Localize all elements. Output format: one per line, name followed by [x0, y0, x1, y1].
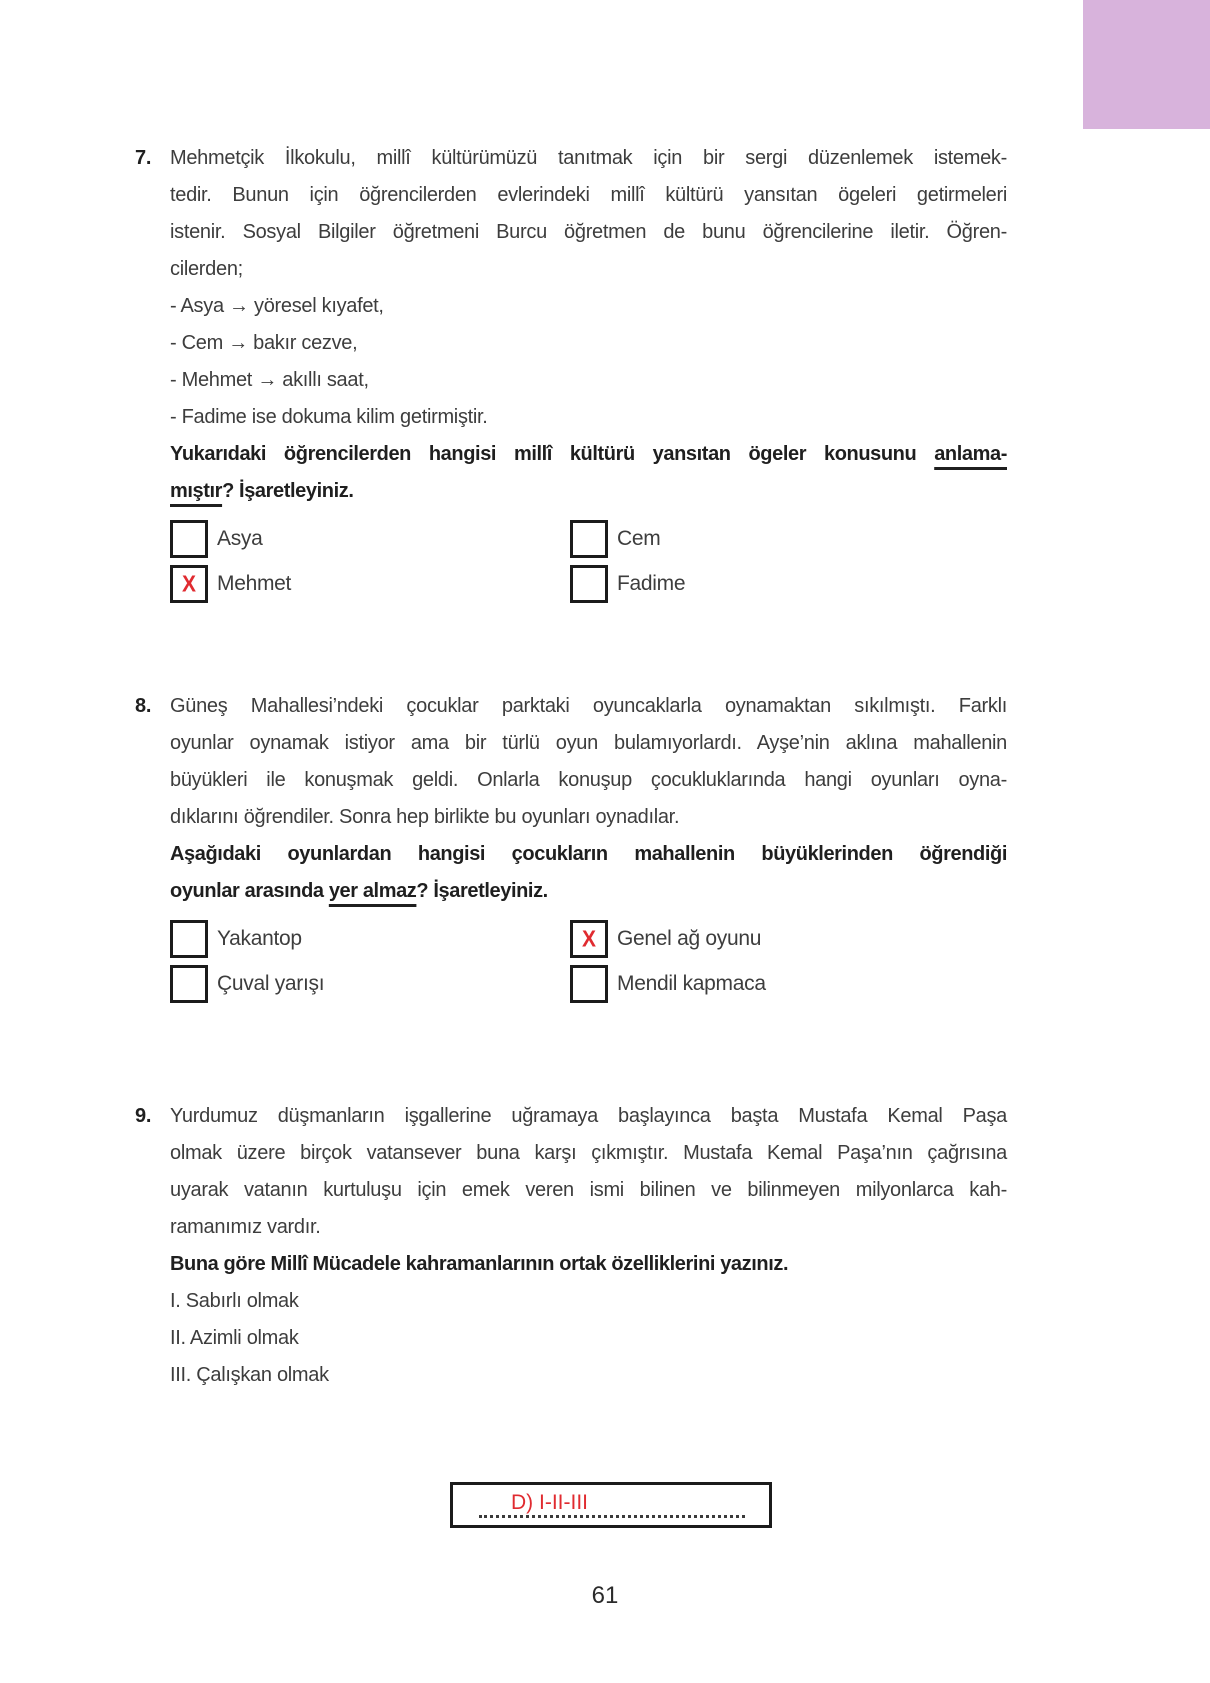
question-9-text-line: ramanımız vardır.: [170, 1216, 321, 1238]
option-genel-ag-oyunu: [570, 920, 1007, 958]
roman-item: II. Azimli olmak: [170, 1327, 299, 1349]
checkbox-genel-ag-oyunu[interactable]: [570, 920, 608, 958]
question-7-text-line: tedir. Bunun için öğrencilerden evlerindeki millî kültürü yansıtan ögeleri getirmeleri: [170, 184, 1007, 206]
prompt-text: ? İşaretleyiniz.: [416, 880, 548, 902]
answer-text: D) I-II-III: [511, 1491, 588, 1514]
question-9: [135, 1098, 1007, 1528]
roman-item: I. Sabırlı olmak: [170, 1290, 299, 1312]
prompt-text: oyunlar arasında: [170, 880, 329, 902]
option-label: Asya: [217, 527, 263, 550]
question-8-text-line: büyükleri ile konuşmak geldi. Onlarla konuşup çocukluklarında hangi oyunları oyna-: [170, 769, 1007, 791]
question-8-text-line: oyunlar oynamak istiyor ama bir türlü oyun bulamıyorlardı. Ayşe’nin aklına mahallenin: [170, 732, 1007, 754]
option-label: Genel ağ oyunu: [617, 927, 762, 950]
list-item: - Mehmet → akıllı saat,: [170, 369, 369, 391]
check-mark: X: [181, 571, 196, 597]
prompt-underlined-text: yer almaz: [328, 880, 417, 902]
question-7-number: 7.: [135, 147, 152, 169]
list-item: - Asya → yöresel kıyafet,: [170, 295, 384, 317]
prompt-text: Yukarıdaki öğrencilerden hangisi millî kültürü yansıtan ögeler konusunu: [170, 443, 935, 465]
question-7-text-line: Mehmetçik İlkokulu, millî kültürümüzü tanıtmak için bir sergi düzenlemek istemek-: [170, 147, 1007, 169]
answer-dotted-line: [479, 1515, 745, 1518]
option-label: Yakantop: [217, 927, 302, 950]
option-yakantop: [170, 920, 570, 958]
checkbox-asya[interactable]: [170, 520, 208, 558]
prompt-underlined-text: mıştır: [170, 480, 223, 502]
option-label: Çuval yarışı: [217, 972, 325, 995]
option-label: Mendil kapmaca: [617, 972, 766, 995]
question-9-body: [170, 1098, 1007, 1528]
question-7-options: [170, 520, 1007, 603]
checkbox-cem[interactable]: [570, 520, 608, 558]
roman-item: III. Çalışkan olmak: [170, 1364, 329, 1386]
check-mark: X: [581, 926, 596, 952]
question-8: [135, 688, 1007, 1003]
checkbox-cuval-yarisi[interactable]: [170, 965, 208, 1003]
option-fadime: [570, 565, 1007, 603]
option-cem: [570, 520, 1007, 558]
question-7-text-line: cilerden;: [170, 258, 243, 280]
question-9-text-line: Yurdumuz düşmanların işgallerine uğramaya başlayınca başta Mustafa Kemal Paşa: [170, 1105, 1007, 1127]
question-9-prompt: Buna göre Millî Mücadele kahramanlarının ortak özelliklerini yazınız.: [170, 1253, 789, 1275]
prompt-text: ? İşaretleyiniz.: [222, 480, 354, 502]
option-label: Mehmet: [217, 572, 292, 595]
question-8-prompt-line2: [170, 873, 1007, 910]
checkbox-mendil-kapmaca[interactable]: [570, 965, 608, 1003]
question-7-text-line: istenir. Sosyal Bilgiler öğretmeni Burcu öğretmen de bunu öğrencilerine iletir. Öğren-: [170, 221, 1007, 243]
question-8-text-line: Güneş Mahallesi’ndeki çocuklar parktaki oyuncaklarla oynamaktan sıkılmıştı. Farklı: [170, 695, 1007, 717]
question-9-text-line: olmak üzere birçok vatansever buna karşı çıkmıştır. Mustafa Kemal Paşa’nın çağrısına: [170, 1142, 1007, 1164]
page-content: [135, 140, 1007, 1610]
question-9-text-line: uyarak vatanın kurtuluşu için emek veren ismi bilinen ve bilinmeyen milyonlarca kah-: [170, 1179, 1007, 1201]
prompt-underlined-text: anlama-: [934, 443, 1007, 465]
question-8-number: 8.: [135, 695, 152, 717]
question-7-prompt-line1: [170, 436, 1007, 473]
checkbox-fadime[interactable]: [570, 565, 608, 603]
corner-decoration: [1083, 0, 1210, 129]
page-number: 61: [591, 1582, 619, 1609]
question-8-options: [170, 920, 1007, 1003]
list-item: - Cem → bakır cezve,: [170, 332, 358, 354]
option-asya: [170, 520, 570, 558]
question-7-prompt-line2: [170, 473, 1007, 510]
question-7: [135, 140, 1007, 603]
list-item: - Fadime ise dokuma kilim getirmiştir.: [170, 406, 488, 428]
option-label: Cem: [617, 527, 661, 550]
option-cuval-yarisi: [170, 965, 570, 1003]
checkbox-mehmet[interactable]: [170, 565, 208, 603]
checkbox-yakantop[interactable]: [170, 920, 208, 958]
option-label: Fadime: [617, 572, 686, 595]
question-7-body: [170, 140, 1007, 603]
option-mehmet: [170, 565, 570, 603]
answer-box[interactable]: [450, 1482, 772, 1528]
option-mendil-kapmaca: [570, 965, 1007, 1003]
question-8-body: [170, 688, 1007, 1003]
question-8-prompt-line1: Aşağıdaki oyunlardan hangisi çocukların mahallenin büyüklerinden öğrendiği: [170, 843, 1007, 865]
question-8-text-line: dıklarını öğrendiler. Sonra hep birlikte bu oyunları oynadılar.: [170, 806, 680, 828]
question-9-number: 9.: [135, 1105, 152, 1127]
